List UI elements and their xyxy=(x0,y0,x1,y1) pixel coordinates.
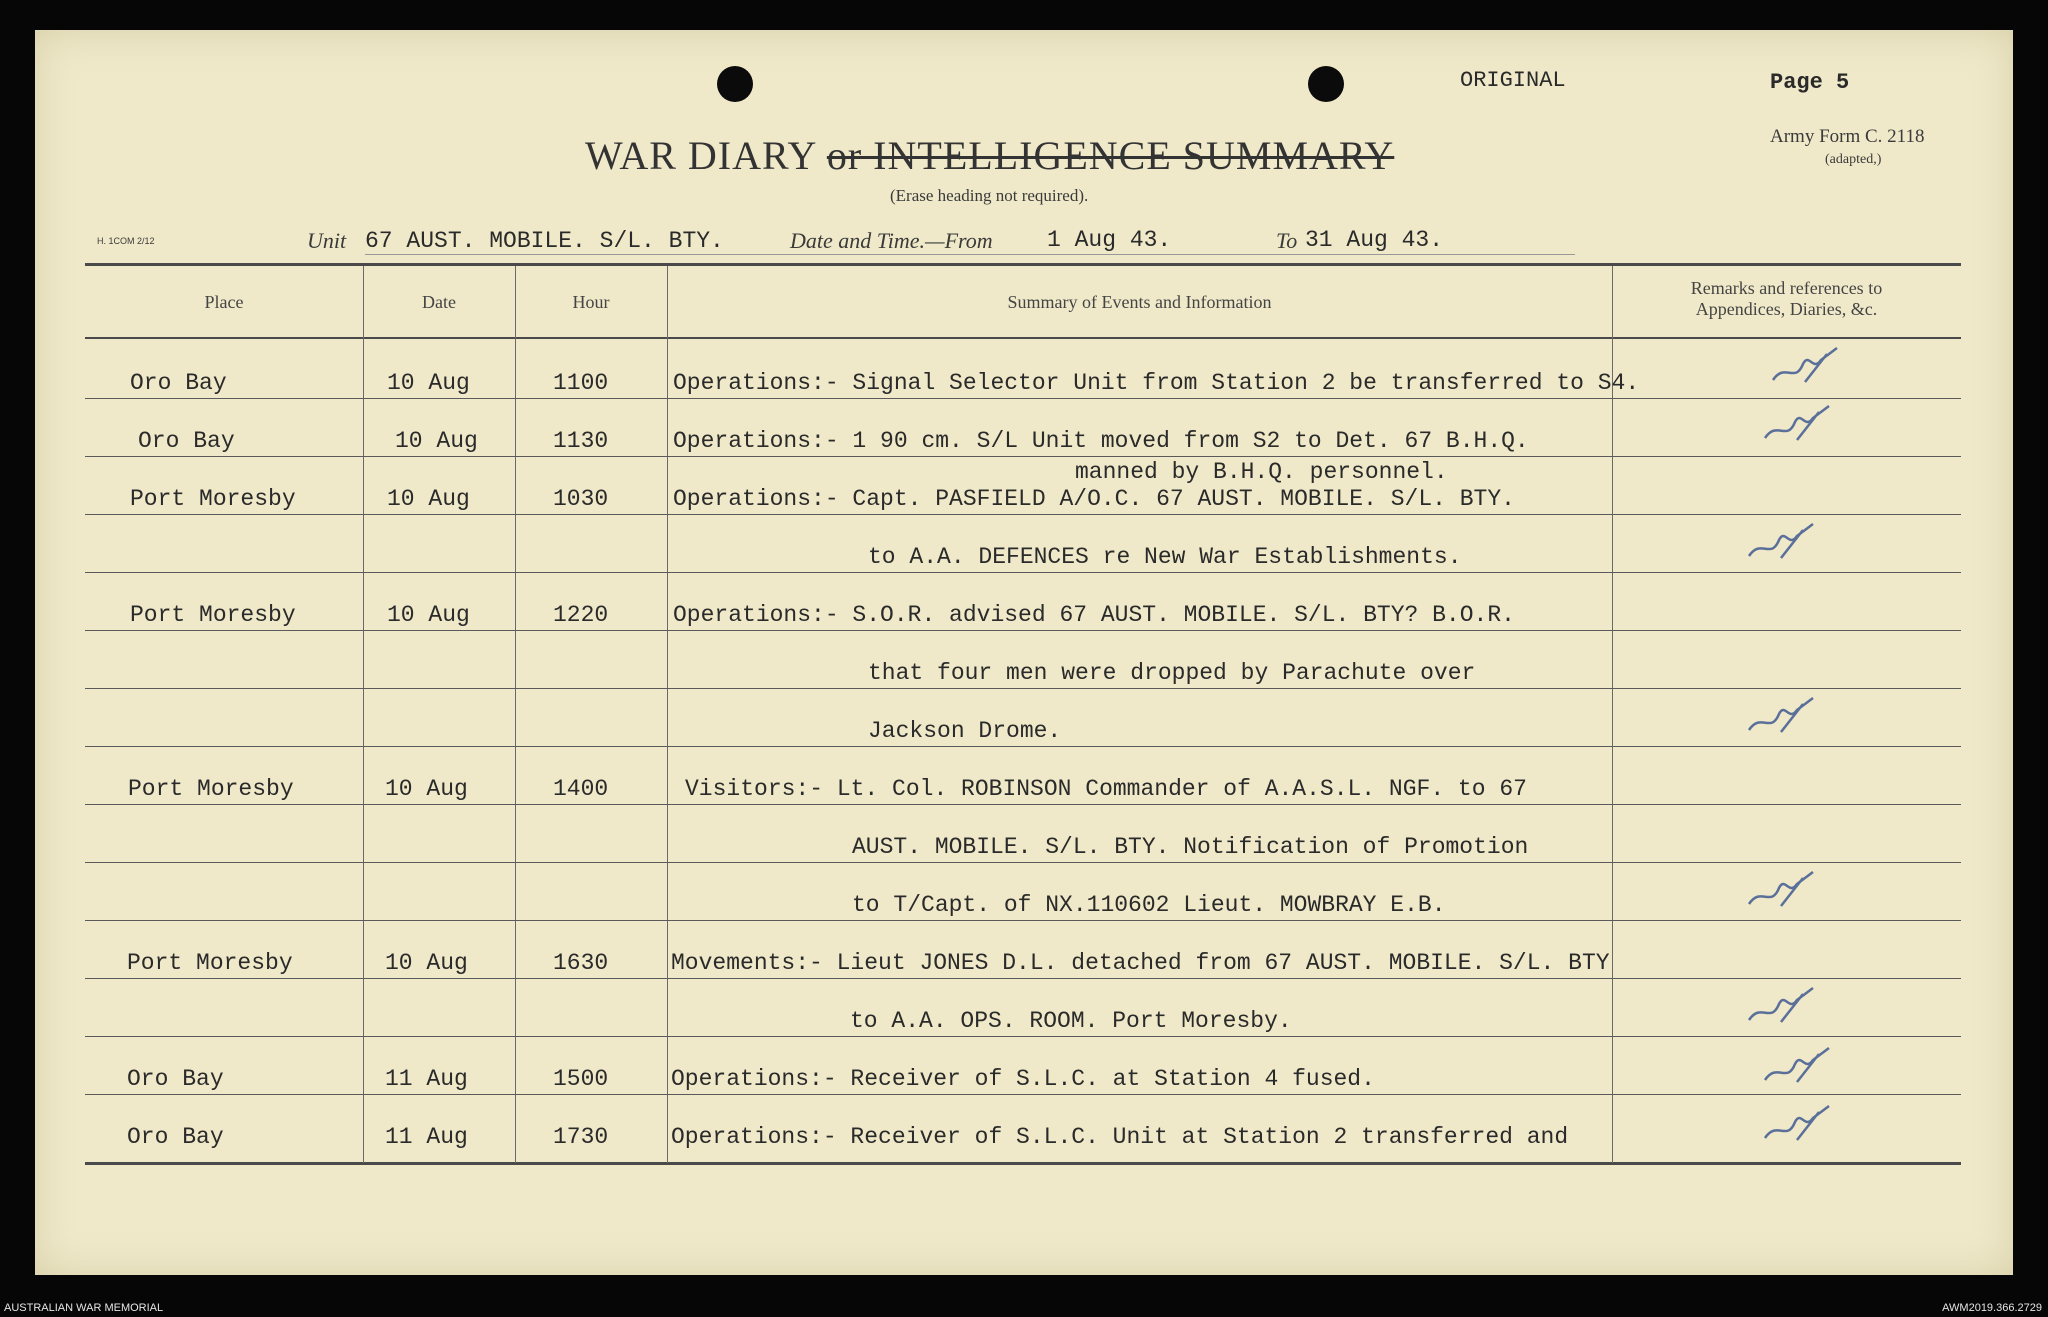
remarks-header-line-2: Appendices, Diaries, &c. xyxy=(1695,299,1878,319)
entry-hour: 1030 xyxy=(553,486,609,512)
diary-page xyxy=(35,30,2013,1275)
entry-summary-line: manned by B.H.Q. personnel. xyxy=(1075,459,1448,485)
pencil-tick-icon xyxy=(1741,982,1821,1032)
entry-summary-line: Operations:- Receiver of S.L.C. Unit at Station 2 transferred and xyxy=(671,1124,1569,1150)
unit-value: 67 AUST. MOBILE. S/L. BTY. xyxy=(365,228,724,254)
unit-label: Unit xyxy=(307,228,347,253)
entry-summary-line: Movements:- Lieut JONES D.L. detached from 67 AUST. MOBILE. S/L. BTY xyxy=(671,950,1610,976)
pencil-tick-icon xyxy=(1741,518,1821,568)
entry-summary-line: Operations:- Receiver of S.L.C. at Station 4 fused. xyxy=(671,1066,1375,1092)
entry-place: Oro Bay xyxy=(130,370,227,396)
date-label: Date and Time.—From xyxy=(790,228,993,253)
column-divider xyxy=(1612,266,1613,1163)
entry-date: 10 Aug xyxy=(387,486,470,512)
column-divider xyxy=(363,266,364,1163)
entry-place: Port Moresby xyxy=(130,602,296,628)
row-rule xyxy=(85,572,1961,573)
entry-hour: 1400 xyxy=(553,776,609,802)
form-code: H. 1COM 2/12 xyxy=(97,236,155,246)
pencil-tick-icon xyxy=(1757,1100,1837,1150)
entry-date: 10 Aug xyxy=(387,602,470,628)
row-rule xyxy=(85,920,1961,921)
entry-summary-line: Visitors:- Lt. Col. ROBINSON Commander of A.A.S.L. NGF. to 67 xyxy=(685,776,1527,802)
entry-summary-line: to T/Capt. of NX.110602 Lieut. MOWBRAY E.B. xyxy=(852,892,1446,918)
pencil-tick-icon xyxy=(1765,342,1845,392)
entry-date: 10 Aug xyxy=(385,950,468,976)
row-rule xyxy=(85,804,1961,805)
pencil-tick-icon xyxy=(1757,400,1837,450)
header-bottom-rule xyxy=(85,337,1961,339)
date-from: 1 Aug 43. xyxy=(1047,227,1172,253)
entry-hour: 1130 xyxy=(553,428,609,454)
row-rule xyxy=(85,862,1961,863)
column-divider xyxy=(515,266,516,1163)
entry-hour: 1220 xyxy=(553,602,609,628)
entry-place: Oro Bay xyxy=(127,1124,224,1150)
to-label: To xyxy=(1276,228,1298,253)
table-bottom-rule xyxy=(85,1162,1961,1165)
row-rule xyxy=(85,514,1961,515)
punch-hole-left xyxy=(717,66,753,102)
entry-summary-line: Jackson Drome. xyxy=(868,718,1062,744)
row-rule xyxy=(85,630,1961,631)
entry-place: Oro Bay xyxy=(127,1066,224,1092)
archive-credit: AUSTRALIAN WAR MEMORIAL xyxy=(4,1302,164,1314)
page-number: Page 5 xyxy=(1770,70,1850,95)
original-stamp: ORIGINAL xyxy=(1460,68,1566,93)
entry-place: Port Moresby xyxy=(127,950,293,976)
archive-reference: AWM2019.366.2729 xyxy=(1942,1302,2042,1314)
pencil-tick-icon xyxy=(1741,692,1821,742)
remarks-header-line-1: Remarks and references to xyxy=(1690,278,1883,298)
entry-date: 11 Aug xyxy=(385,1124,468,1150)
entry-summary-line: AUST. MOBILE. S/L. BTY. Notification of Promotion xyxy=(852,834,1529,860)
row-rule xyxy=(85,746,1961,747)
row-rule xyxy=(85,978,1961,979)
row-rule xyxy=(85,688,1961,689)
title-struck-summary: or INTELLIGENCE SUMMARY xyxy=(826,133,1395,178)
punch-hole-right xyxy=(1308,66,1344,102)
col-header-date: Date xyxy=(422,292,456,312)
date-to: 31 Aug 43. xyxy=(1305,227,1444,253)
row-rule xyxy=(85,1094,1961,1095)
entry-date: 10 Aug xyxy=(387,370,470,396)
col-header-summary: Summary of Events and Information xyxy=(1007,292,1272,312)
row-rule xyxy=(85,1036,1961,1037)
title-war-diary: WAR DIARY xyxy=(585,133,816,178)
page-title xyxy=(585,132,1394,179)
entry-hour: 1730 xyxy=(553,1124,609,1150)
entry-summary-line: Operations:- S.O.R. advised 67 AUST. MOBILE. S/L. BTY? B.O.R. xyxy=(673,602,1515,628)
entry-summary-line: to A.A. OPS. ROOM. Port Moresby. xyxy=(850,1008,1292,1034)
row-rule xyxy=(85,456,1961,457)
col-header-place: Place xyxy=(204,292,244,312)
entry-place: Oro Bay xyxy=(138,428,235,454)
entry-hour: 1630 xyxy=(553,950,609,976)
pencil-tick-icon xyxy=(1757,1042,1837,1092)
entry-summary-line: that four men were dropped by Parachute over xyxy=(868,660,1476,686)
entry-date: 11 Aug xyxy=(385,1066,468,1092)
column-divider xyxy=(667,266,668,1163)
entry-summary-line: Operations:- 1 90 cm. S/L Unit moved from S2 to Det. 67 B.H.Q. xyxy=(673,428,1529,454)
col-header-hour: Hour xyxy=(572,292,610,312)
pencil-tick-icon xyxy=(1741,866,1821,916)
entry-summary-line: to A.A. DEFENCES re New War Establishments. xyxy=(868,544,1462,570)
unit-underline xyxy=(365,254,1575,255)
army-form-label: Army Form C. 2118 xyxy=(1770,126,1925,147)
entry-place: Port Moresby xyxy=(130,486,296,512)
col-header-remarks xyxy=(1612,278,1961,320)
row-rule xyxy=(85,398,1961,399)
entry-date: 10 Aug xyxy=(385,776,468,802)
table-top-rule xyxy=(85,263,1961,266)
erase-note: (Erase heading not required). xyxy=(890,186,1089,205)
entry-date: 10 Aug xyxy=(395,428,478,454)
entry-hour: 1100 xyxy=(553,370,609,396)
adapted-label: (adapted,) xyxy=(1825,152,1882,167)
entry-place: Port Moresby xyxy=(128,776,294,802)
entry-summary-line: Operations:- Signal Selector Unit from Station 2 be transferred to S4. xyxy=(673,370,1640,396)
entry-hour: 1500 xyxy=(553,1066,609,1092)
entry-summary-line: Operations:- Capt. PASFIELD A/O.C. 67 AUST. MOBILE. S/L. BTY. xyxy=(673,486,1515,512)
